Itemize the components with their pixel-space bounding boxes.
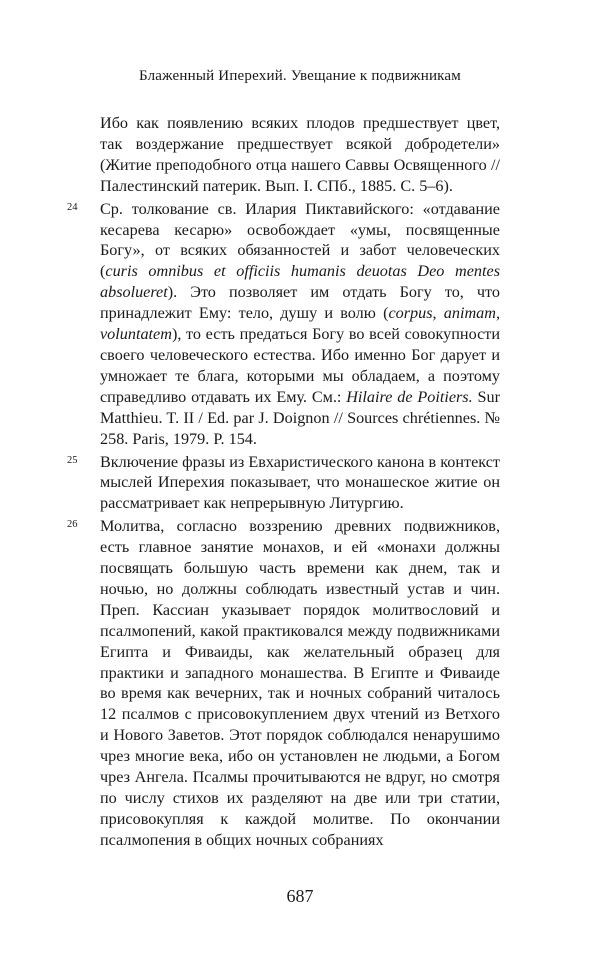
endnote-26 (67, 516, 500, 851)
note-segment: Ср. толкование св. Илария Пиктавийского: «отдавание кесарева кесарю» освобождает «умы, посвященные Богу», от всяких обязанностей и забот человеческих ( (100, 199, 500, 281)
endnote-text (100, 199, 500, 450)
endnote-continued (100, 113, 500, 197)
endnote-number: 26 (67, 519, 78, 531)
page-number: 687 (286, 886, 314, 906)
note-segment: Ибо как появлению всяких плодов предшествует цвет, так воздержание предшествует всякой добродетели» (Житие преподобного отца нашего Саввы Освященного // Палестинский патерик. Вып. I. СПб., 1885. С. 5–6). (100, 114, 500, 195)
note-segment: ). Это позволяет им отдать Богу то, что принадлежит Ему: тело, душу и волю ( (100, 283, 500, 323)
note-segment: ), то есть предаться Богу во всей совокупности своего человеческого естества. Ибо именно Бог дарует и умножает те блага, которыми мы обладаем, а поэтому справедливо отдавать их Ему. См.: (100, 325, 500, 406)
endnote-number: 24 (67, 201, 78, 213)
endnotes-column (67, 113, 500, 851)
endnote-text (100, 452, 500, 515)
note-segment-italic: curis omnibus et officiis humanis deuotas Deo mentes absolueret (100, 262, 500, 302)
running-head: Блаженный Иперехий. Увещание к подвижникам (139, 68, 461, 84)
endnote-number: 25 (67, 454, 78, 466)
endnote-24 (67, 199, 500, 450)
endnote-text (100, 516, 500, 851)
note-segment: Включение фразы из Евхаристического канона в контекст мыслей Иперехия показывает, что монашеское житие он рассматривает как непрерывную Литургию. (100, 452, 500, 513)
note-segment-italic: corpus, animam, voluntatem (100, 304, 500, 344)
note-segment: Молитва, согласно воззрению древних подвижников, есть главное занятие монахов, и ей «монахи должны посвящать большую часть времени как днем, так и ночью, но должны соблюдать известный устав и чин. Преп. Кассиан указывает порядок молитвословий и псалмопений, какой практиковался между подвижниками Египта и Фиваиды, как желательный образец для практики и западного монашества. В Египте и Фиваиде во время как вечерних, так и ночных собраний читалось 12 псалмов с присовокуплением двух чтений из Ветхого и Нового Заветов. Этот порядок соблюдался ненарушимо чрез многие века, ибо он установлен не людьми, а Богом чрез Ангела. Псалмы прочитываются не вдруг, но смотря по числу стихов их разделяют на две или три статии, присовокупляя к каждой молитве. По окончании псалмопения в общих ночных собраниях (100, 517, 500, 849)
note-segment: Sur Matthieu. T. II / Ed. par J. Doignon // Sources chrétiennes. № 258. Paris, 1979. P. 154. (100, 387, 500, 448)
note-segment-italic: Hilaire de Poitiers. (346, 387, 473, 406)
endnote-25 (67, 452, 500, 515)
endnote-text (100, 113, 500, 197)
